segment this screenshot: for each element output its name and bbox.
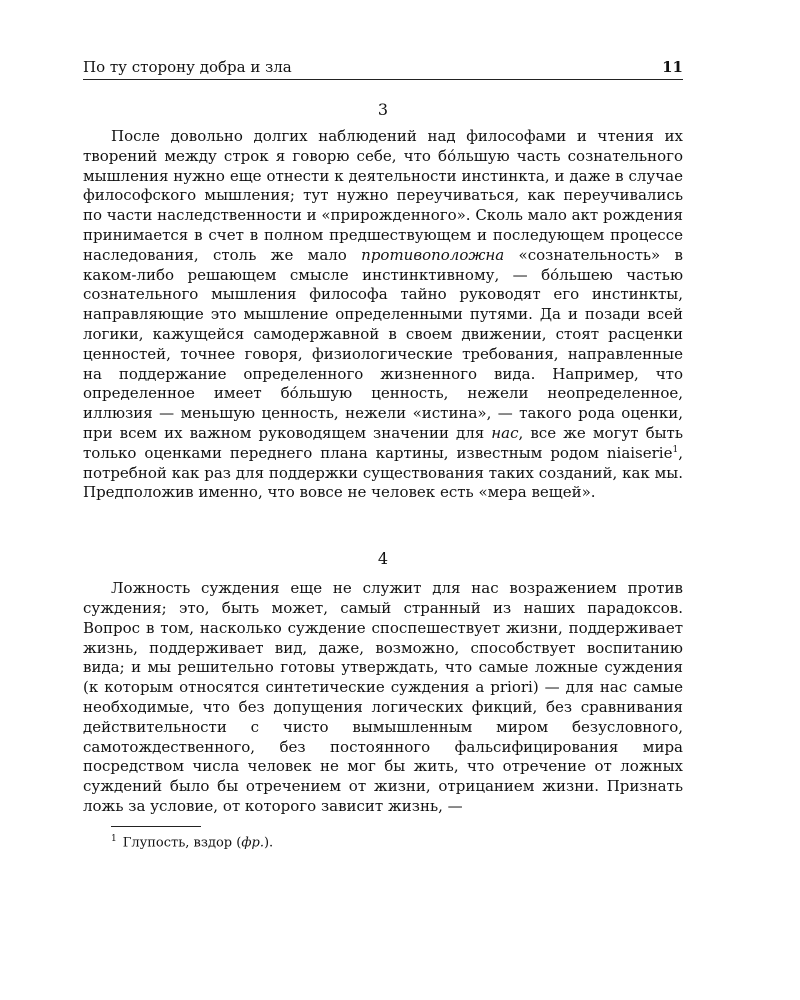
footnote-text-end: ). <box>263 835 274 851</box>
footnote-text: Глупость, вздор ( <box>122 835 242 851</box>
running-title: По ту сторону добра и зла <box>83 58 292 76</box>
section-3-emphasis-2: нас <box>491 423 519 442</box>
section-3-text-part-4: , потребной как раз для поддержки существования таких созданий, как мы. Предположив именно, что вовсе не человек есть «мера вещей». <box>83 443 683 502</box>
section-3-paragraph <box>83 127 683 503</box>
section-3-text-part-2: «сознательность» в каком-либо решающем смысле инстинктивному, — бо́льшею частью сознательного мышления философа тайно руководят его инстинкты, направляющие это мышление определенными путями. Да и позади всей логики, кажущейся самодержавной в своем движении, стоят расценки ценностей, точнее говоря, физиологические требования, направленные на поддержание определенного жизненного вида. Например, что определенное имеет бо́льшую ценность, нежели неопределенное, иллюзия — меньшую ценность, нежели «истина», — такого рода оценки, при всем их важном руководящем значении для <box>83 245 683 442</box>
footnote-reference: 1 <box>672 444 679 455</box>
section-number-4: 4 <box>377 549 389 569</box>
section-4-paragraph: Ложность суждения еще не служит для нас возражением против суждения; это, быть может, самый странный из наших парадоксов. Вопрос в том, насколько суждение споспешествует жизни, поддерживает жизнь, поддерживает вид, даже, возможно, способствует воспитанию вида; и мы решительно готовы утверждать, что самые ложные суждения (к которым относятся синтетические суждения a priori) — для нас самые необходимые, что без допущения логических фикций, без сравнивания действительности с чисто вымышленным миром безусловного, самотождественного, без постоянного фальсифицирования мира посредством числа человек не мог бы жить, что отречение от ложных суждений было бы отречением от жизни, отрицанием жизни. Признать ложь за условие, от которого зависит жизнь, — <box>83 579 683 815</box>
footnote <box>111 831 683 851</box>
footnote-mark: 1 <box>111 833 117 844</box>
page-number: 11 <box>662 58 683 76</box>
footnote-divider <box>111 826 201 827</box>
footnote-emphasis: фр. <box>241 835 264 851</box>
section-number-3: 3 <box>377 100 389 119</box>
book-page <box>83 58 683 851</box>
section-3-text-part-1: После довольно долгих наблюдений над философами и чтения их творений между строк я говорю себе, что бо́льшую часть сознательного мышления нужно еще отнести к деятельности инстинкта, и даже в случае философского мышления; тут нужно переучиваться, как переучивались по части наследственности и «прирожденного». Сколь мало акт рождения принимается в счет в полном предшествующем и последующем процессе наследования, столь же мало <box>83 127 683 264</box>
section-3-emphasis-1: противоположна <box>361 245 505 264</box>
section-3-text-part-3: , все же могут быть только оценками переднего плана картины, известным родом niaiserie <box>83 423 683 462</box>
running-header <box>83 58 683 80</box>
